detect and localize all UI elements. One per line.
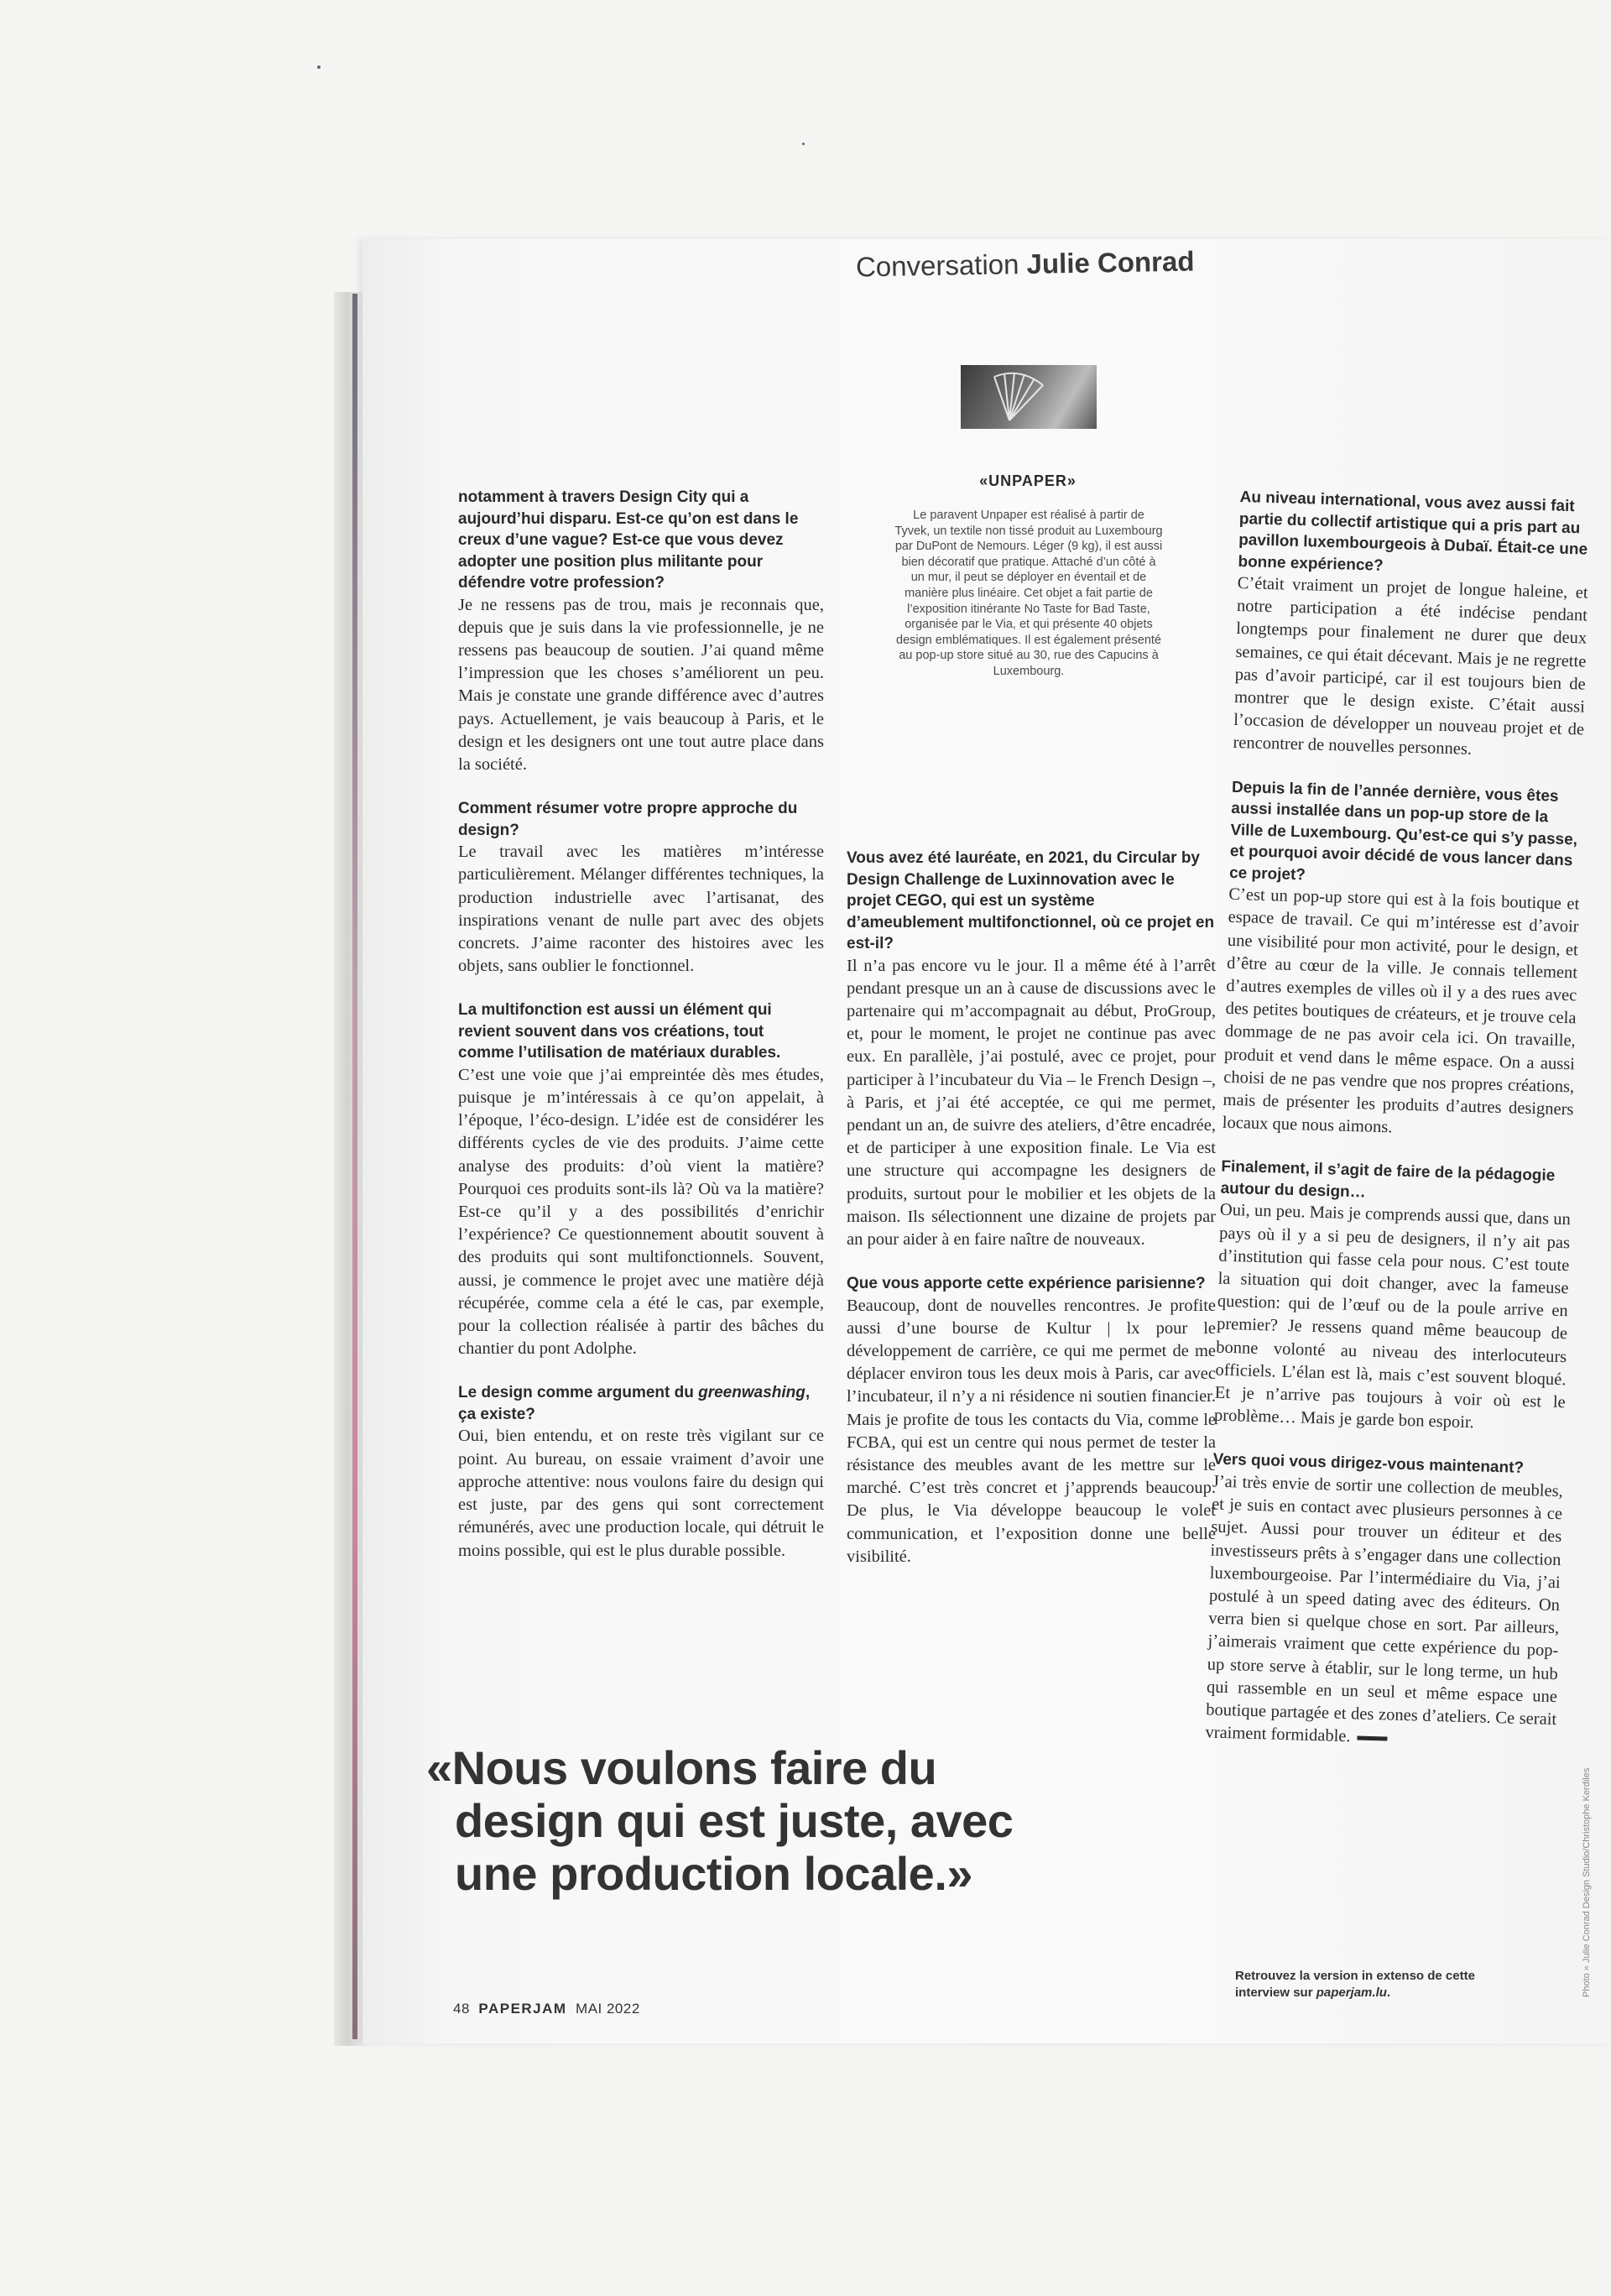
question: Comment résumer votre propre approche du design? — [458, 800, 798, 839]
end-mark-icon — [1357, 1735, 1387, 1740]
answer: C’est un pop-up store qui est à la fois boutique et espace de travail. Ce qui m’intéresse est d’avoir une visibilité pour mon activité, pour le design, et d’être au cœur de la ville. Je connais tellement d’autres exemples de villes où il y a des rues avec des petites boutiques de créateurs, et je trouve cela dommage de ne pas avoir cela ici. On travaille, produit et vend dans le même espace. On a aussi choisi de ne pas vendre que nos propres créations, mais de présenter les produits d’autres designers locaux que nous aimons. — [1222, 884, 1580, 1137]
question: Que vous apporte cette expérience parisienne? — [847, 1275, 1206, 1293]
answer: C’est une voie que j’ai empreintée dès mes études, puisque je m’intéressais à ce qu’on appelait, à l’époque, l’éco-design. L’idée est de considérer les différents cycles de vie des produits. J’aime cette analyse des produits: d’où vient la matière? Pourquoi ces produits sont-ils là? Où va la matière? Est-ce qu’il y a des possibilités d’enrichir l’expérience? Ce questionnement aboutit souvent à des produits qui sont multifonctionnels. Souvent, aussi, je commence le projet avec une matière déjà récupérée, comme cela a été le cas, par exemple, pour la collection réalisée à partir des bâches du chantier du pont Adolphe. — [458, 1065, 824, 1359]
question: Finalement, il s’agit de faire de la pédagogie autour du design… — [1220, 1158, 1556, 1202]
header-prefix: Conversation — [855, 248, 1027, 283]
question — [458, 1382, 824, 1425]
issue-date: MAI 2022 — [576, 2001, 640, 2017]
question: Vous avez été lauréate, en 2021, du Circular by Design Challenge de Luxinnovation avec le projet CEGO, qui est un système d’ameublement multifonctionnel, où ce projet en est-il? — [847, 849, 1215, 952]
magazine-brand: PAPERJAM — [478, 2001, 567, 2017]
online-version-note — [1235, 1968, 1504, 2001]
question-italic: greenwashing — [698, 1384, 806, 1402]
page-number: 48 — [453, 2001, 470, 2017]
answer: Beaucoup, dont de nouvelles rencontres. Je profite aussi d’une bourse de Kultur | lx pour le développement de carrière, ce qui me permet de me déplacer environ tous les deux mois à Paris, car avec l’incubateur, il n’y a ni résidence ni soutien financier. Mais je profite de tous les contacts du Via, comme le FCBA, qui est un centre qui nous permet de tester la résistance des meubles avant de les mettre sur le marché. C’est très concret et j’apprends beaucoup. De plus, le Via développe beaucoup le volet communication, et l’exposition donne une belle visibilité. — [847, 1296, 1216, 1566]
column-1 — [458, 487, 824, 1584]
question: Depuis la fin de l’année dernière, vous êtes aussi installée dans un pop-up store de la Ville de Luxembourg. Qu’est-ce qui s’y passe, et pourquoi avoir décidé de vous lancer dans ce projet? — [1228, 778, 1578, 884]
pull-quote-line: une production locale.» — [455, 1847, 973, 1900]
answer: Je ne ressens pas de trou, mais je reconnais que, depuis que je suis dans la vie professionnelle, je ne ressens pas beaucoup de soutien. J’ai quand même l’impression que les choses s’améliorent un peu. Mais je constate une grande différence avec d’autres pays. Actuellement, je vais beaucoup à Paris, et le design et les designers ont une tout autre place dans la société. — [458, 595, 824, 774]
pull-quote-line: design qui est juste, avec — [455, 1794, 1014, 1847]
photo-credit: Photo » Julie Conrad Design Studio/Christophe Kerdiles — [1582, 1767, 1592, 1997]
note-end: . — [1386, 1986, 1391, 2000]
question-part: Le design comme argument du — [458, 1384, 699, 1402]
question: Au niveau international, vous avez aussi fait partie du collectif artistique qui a pris part au pavillon luxembourgeois à Dubaï. Était-ce une bonne expérience? — [1238, 488, 1588, 575]
running-header — [856, 245, 1195, 283]
pull-quote-line: «Nous voulons faire du — [426, 1741, 937, 1794]
pull-quote — [426, 1741, 1131, 1900]
answer — [1205, 1470, 1563, 1754]
folding-screen-photo-icon — [961, 365, 1097, 429]
answer: Il n’a pas encore vu le jour. Il a même été à l’arrêt pendant presque un an à cause de discussions avec le partenaire qui m’accompagnait au début, ProGroup, et, pour le moment, le projet ne continue pas avec eux. En parallèle, j’ai postulé, avec ce projet, pour participer à l’incubateur du Via – le French Design –, à Paris, et j’ai été acceptée, ce qui me permet, pendant un an, de suivre des ateliers, d’être encadrée, et de participer à une exposition finale. Le Via est une structure qui accompagne les designers de produits, surtout pour le mobilier et les objets de la maison. Ils sélectionnent une dizaine de projets par an pour aider à en faire naître de nouveaux. — [847, 956, 1216, 1249]
question: La multifonction est aussi un élément qui revient souvent dans vos créations, tout comme l’utilisation de matériaux durables. — [458, 1001, 781, 1062]
header-name: Julie Conrad — [1026, 245, 1195, 279]
background-speck — [802, 143, 805, 145]
answer: Le travail avec les matières m’intéresse particulièrement. Mélanger différentes techniques, la production industrielle avec l’artisanat, des inspirations venant de nulle part avec des objets concrets. J’aime raconter des histoires avec les objets, sans oublier le fonctionnel. — [458, 843, 824, 976]
question: notamment à travers Design City qui a aujourd’hui disparu. Est-ce qu’on est dans le creux d’une vague? Est-ce que vous devez adopter une position plus militante pour défendre votre profession? — [458, 488, 799, 592]
caption-title: «UNPAPER» — [979, 472, 1077, 489]
background-speck — [317, 65, 321, 69]
caption-text: Le paravent Unpaper est réalisé à partir de Tyvek, un textile non tissé produit au Luxembourg par DuPont de Nemours. Léger (9 kg), il est aussi bien décoratif que pratique. Attaché d’un côté à un mur, il peut se déployer en éventail et de manière plus linéaire. Cet objet a fait partie de l’exposition itinérante No Taste for Bad Taste, organisée par le Via, et qui présente 40 objets design emblématiques. Il est également présenté au pop-up store situé au 30, rue des Capucins à Luxembourg. — [894, 509, 1163, 678]
answer: Oui, un peu. Mais je comprends aussi que, dans un pays où il y a si peu de designers, il n’y ait pas d’institution qui fasse cela pour nous. C’est toute la situation qui doit changer, avec la fameuse question: qui de l’œuf ou de la poule arrive en premier? Je ressens quand même beaucoup de bonne volonté au niveau des interlocuteurs officiels. L’élan est là, mais c’est souvent bloqué. Et je n’arrive pas toujours à voir où est le problème… Mais je garde bon espoir. — [1213, 1201, 1572, 1432]
note-text: Retrouvez la version in extenso de cette interview sur — [1235, 1969, 1475, 2000]
note-link[interactable]: paperjam.lu — [1316, 1986, 1387, 2000]
column-3 — [1204, 487, 1590, 1776]
page-footer — [453, 2001, 640, 2017]
previous-page-edge — [352, 294, 357, 2039]
answer: Oui, bien entendu, et on reste très vigilant sur ce point. Au bureau, on essaie vraiment d’avoir une approche attentive: nous voulons faire du design qui est juste, par des gens qui sont correctement rémunérés, avec une production locale, qui détruit le moins possible, qui est le plus durable possible. — [458, 1427, 824, 1560]
column-2 — [847, 848, 1216, 1590]
question-part: , ça existe? — [458, 1384, 811, 1423]
answer: C’était vraiment un projet de longue haleine, et notre participation a été indécise pendant longtemps pour finalement ne durer que deux semaines, ce qui était décevant. Mais je ne regrette pas d’avoir participé, car il est toujours bien de montrer que le design existe. C’était aussi l’occasion de développer un nouveau projet et de rencontrer de nouvelles personnes. — [1233, 573, 1588, 759]
answer-text: J’ai très envie de sortir une collection de meubles, et je suis en contact avec plusieurs personnes à ce sujet. Aussi pour trouver un éditeur et des investisseurs prêts à s’engager dans une collection luxembourgeoise. Par l’intermédiaire du Via, j’ai postulé à un speed dating avec des éditeurs. On verra bien si quelque chose en sort. Par ailleurs, j’aimerais vraiment que cette expérience du pop-up store serve à établir, sur le long terme, un hub qui rassemble en un seul et même espace une boutique partagée et des zones d’ateliers. Ce serait vraiment formidable. — [1205, 1472, 1564, 1746]
question: Vers quoi vous dirigez-vous maintenant? — [1212, 1450, 1525, 1478]
